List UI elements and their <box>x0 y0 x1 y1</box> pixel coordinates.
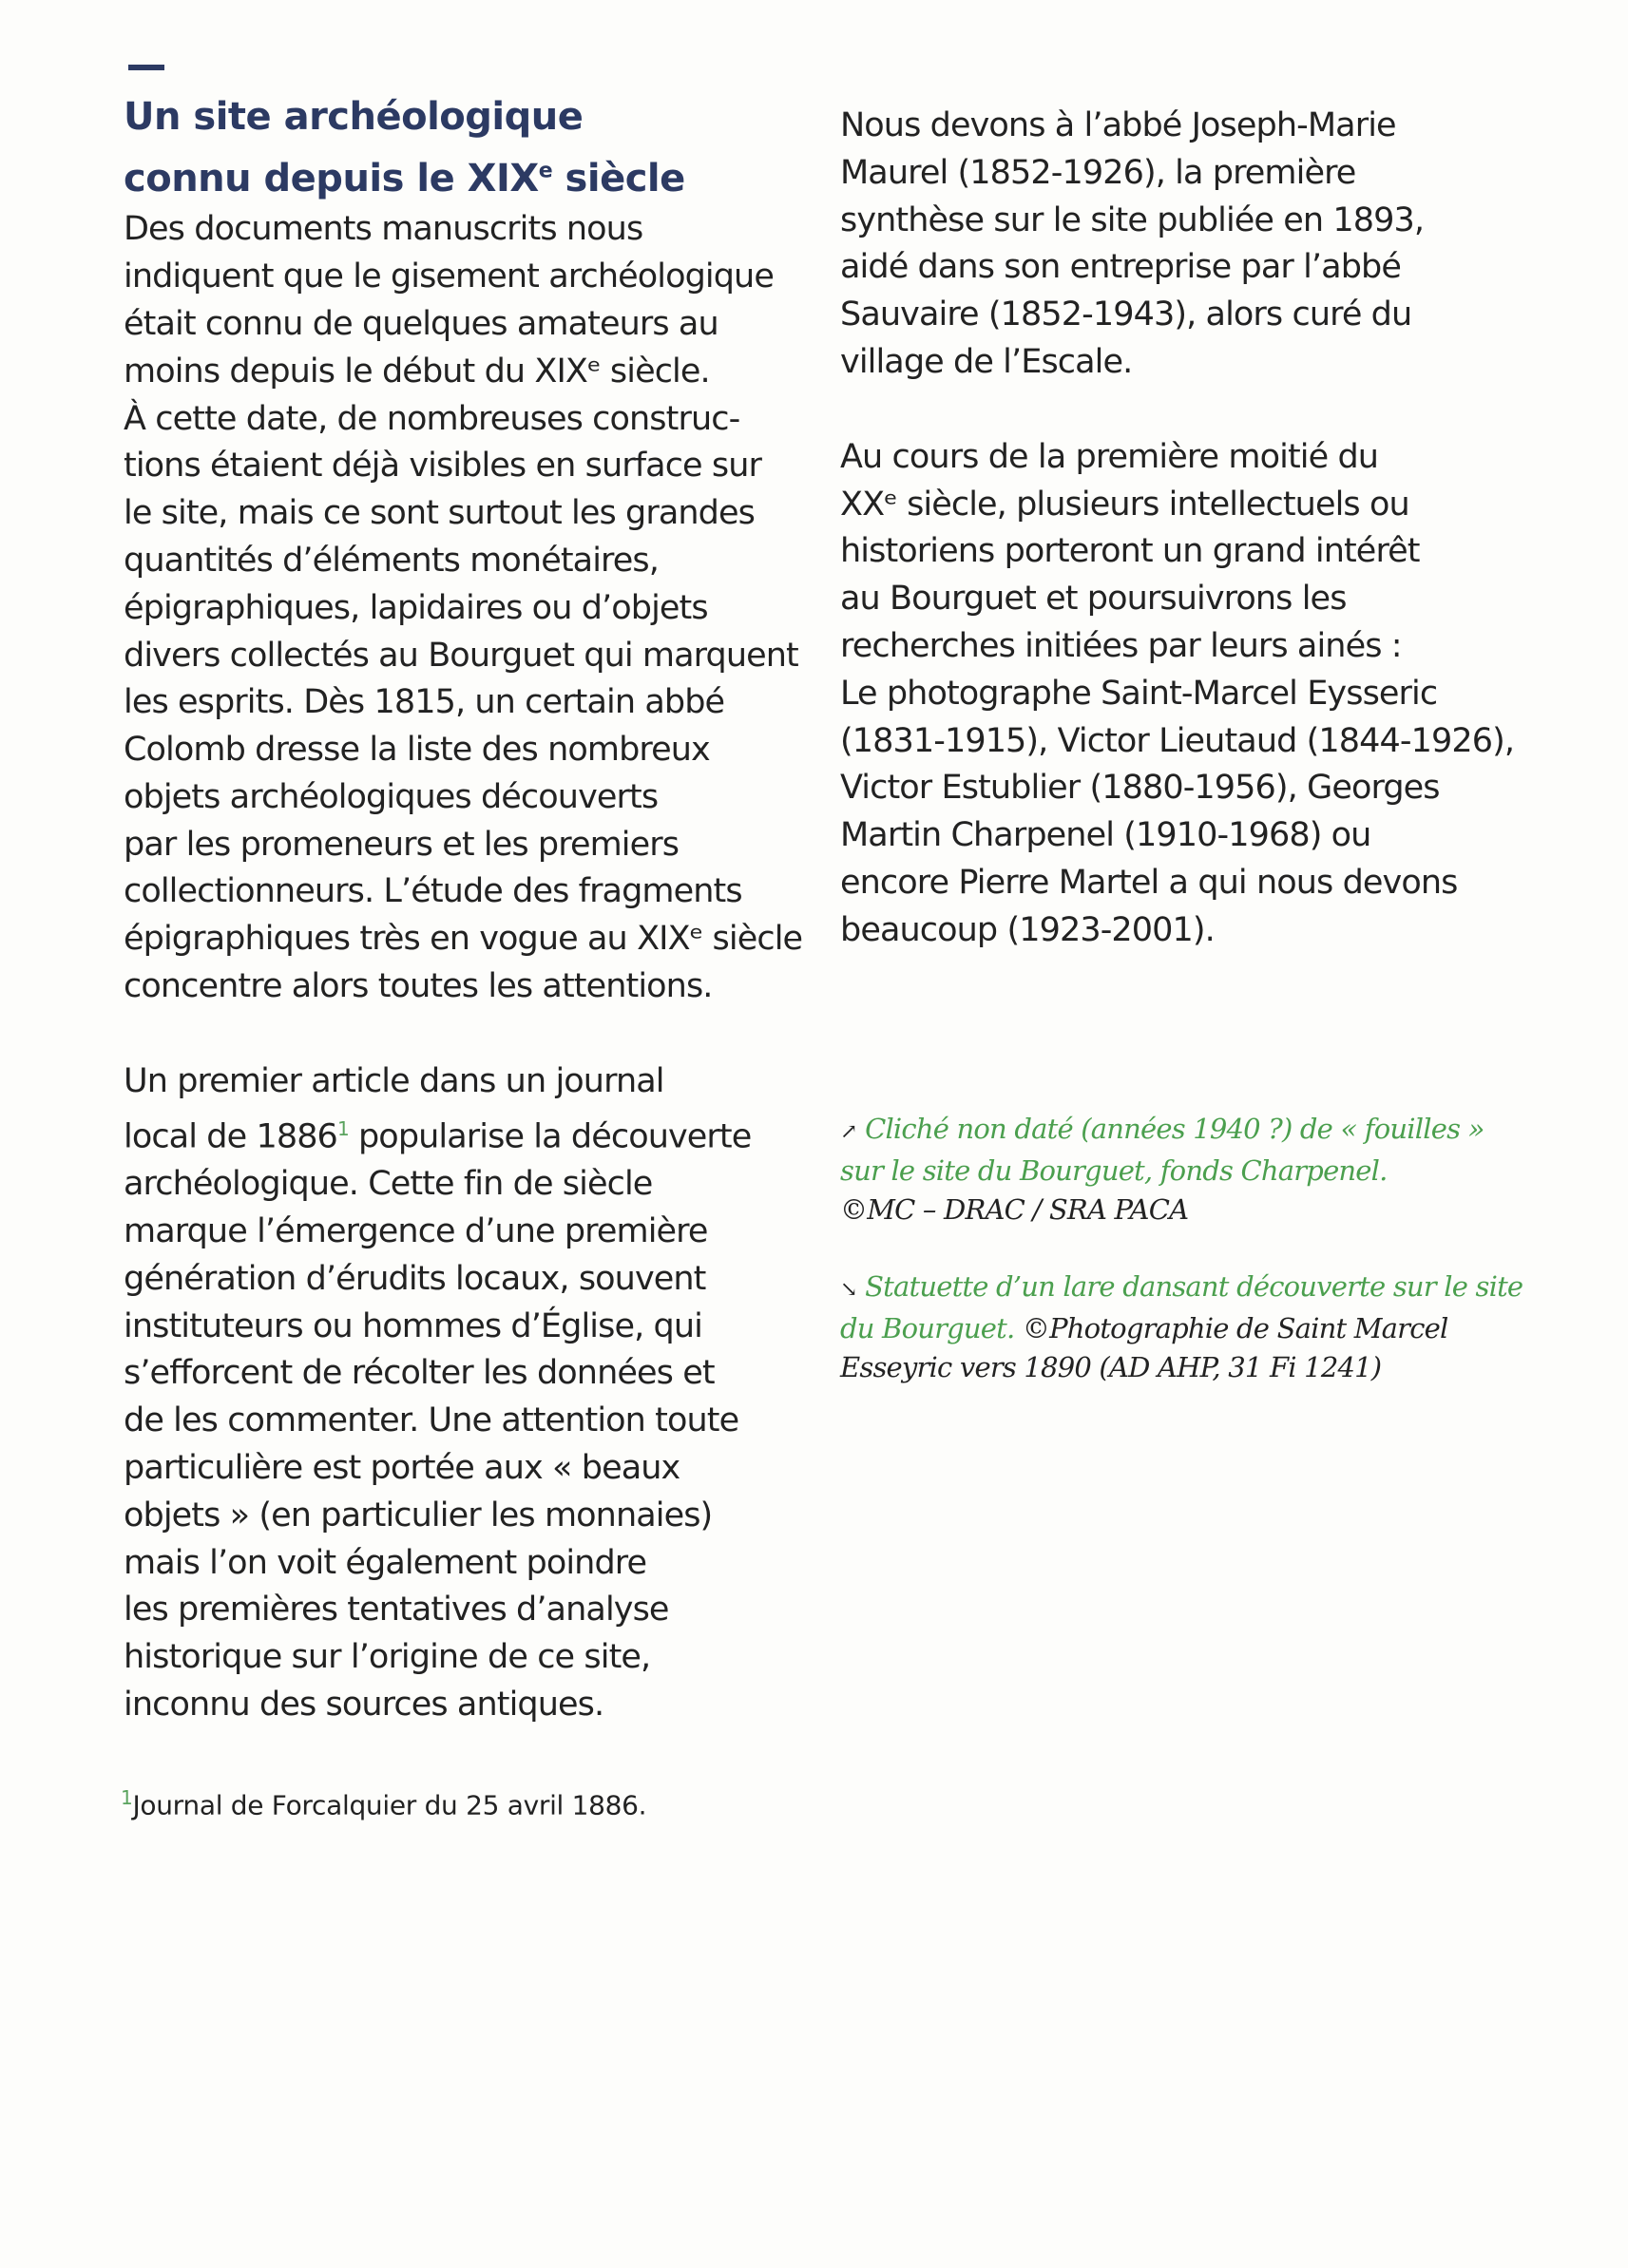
caption-1: ↗ Cliché non daté (années 1940 ?) de « fouilles » sur le site du Bourguet, fonds Charpenel. ©MC – DRAC / SRA PACA <box>840 1113 1484 1226</box>
caption-2: ↘ Statuette d’un lare dansant découverte sur le site du Bourguet. ©Photographie de Saint Marcel Esseyric vers 1890 (AD AHP, 31 Fi 1241) <box>840 1270 1523 1383</box>
footnote-ref[interactable]: 1 <box>336 1116 349 1140</box>
right-column <box>840 103 1600 955</box>
caption-2-credit: Esseyric vers 1890 (AD AHP, 31 Fi 1241) <box>840 1351 1382 1383</box>
heading-line-1: Un site archéologique <box>124 95 584 139</box>
arrow-down-right-icon: ↘ <box>840 1278 857 1302</box>
left-column <box>124 90 846 1729</box>
image-captions <box>840 1110 1600 1387</box>
heading-line-2: connu depuis le XIXe siècle <box>124 157 685 201</box>
paragraph-right-1: Nous devons à l’abbé Joseph-Marie Maurel (1852-1926), la première synthèse sur le site publiée en 1893, aidé dans son entreprise par l’abbé Sauvaire (1852-1943), alors curé du village de l’Escale. <box>840 106 1425 381</box>
arrow-up-right-icon: ↗ <box>840 1120 857 1144</box>
section-heading <box>124 90 846 206</box>
caption-1-credit: ©MC – DRAC / SRA PACA <box>840 1193 1189 1226</box>
paragraph-left-2: Un premier article dans un journal local de 1886$^1$ popularise la découverte archéologique. Cette fin de siècle marque l’émergence d’une première génération d’érudits locaux, souvent instituteurs ou hommes d’Église, qui s’efforcent de récolter les données et de les commenter. Une attention toute particulière est portée aux « beaux objets » (en particulier les monnaies) mais l’on voit également poindre les premières tentatives d’analyse historique sur l’origine de ce site, inconnu des sources antiques. <box>124 1061 752 1724</box>
footnote <box>121 1786 646 1820</box>
footnote-text: Journal de Forcalquier du 25 avril 1886. <box>132 1789 647 1821</box>
section-dash <box>128 65 164 70</box>
paragraph-left-1: Des documents manuscrits nous indiquent que le gisement archéologique était connu de quelques amateurs au moins depuis le début du XIXᵉ siècle. À cette date, de nombreuses construc- tions étaient déjà visibles en surface sur le site, mais ce sont surtout les grandes quantités d’éléments monétaires, épigraphiques, lapidaires ou d’objets divers collectés au Bourguet qui marquent les esprits. Dès 1815, un certain abbé Colomb dresse la liste des nombreux objets archéologiques découverts par les promeneurs et les premiers collectionneurs. L’étude des fragments épigraphiques très en vogue au XIXᵉ siècle concentre alors toutes les attentions. <box>124 210 803 1006</box>
footnote-number: 1 <box>121 1786 133 1809</box>
paragraph-right-2: Au cours de la première moitié du XXᵉ siècle, plusieurs intellectuels ou historiens porteront un grand intérêt au Bourguet et poursuivrons les recherches initiées par leurs ainés : Le photographe Saint-Marcel Eysseric (1831-1915), Victor Lieutaud (1844-1926), Victor Estublier (1880-1956), Georges Martin Charpenel (1910-1968) ou encore Pierre Martel a qui nous devons beaucoup (1923-2001). <box>840 437 1515 949</box>
